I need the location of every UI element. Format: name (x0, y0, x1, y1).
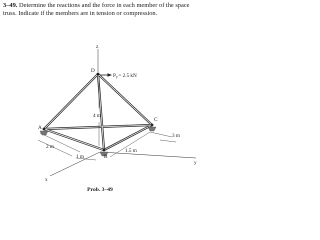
joint-c-label: C (154, 117, 158, 123)
joint-d-dot (97, 73, 100, 76)
truss-members (44, 74, 152, 150)
height-dimension-label: 4 m (93, 113, 101, 119)
support-c (148, 127, 156, 131)
dimension-2m-label: 2 m (46, 144, 54, 150)
figure-caption: Prob. 3–49 (87, 187, 113, 193)
joint-d-label: D (91, 68, 95, 74)
problem-statement (3, 2, 197, 18)
joint-b-dot (103, 149, 106, 152)
support-a (40, 131, 48, 135)
dimension-1-5m-label: 1.5 m (125, 148, 137, 154)
problem-text: Determine the reactions and the force in each member of the space truss. Indicate if the members are in tension or compression. (3, 2, 190, 17)
y-axis-line (100, 152, 196, 158)
y-axis-label: y (194, 160, 197, 166)
joint-a-label: A (38, 125, 42, 131)
joint-c-dot (151, 124, 154, 127)
joint-b-label: B (104, 154, 108, 160)
x-axis-label: x (45, 177, 48, 183)
z-axis-label: z (96, 44, 99, 50)
joint-a-dot (43, 128, 46, 131)
dimension-1m-label: 1 m (76, 154, 84, 160)
coordinate-axes (50, 49, 196, 176)
x-axis-line (50, 152, 100, 176)
space-truss-figure (0, 28, 200, 186)
dimension-3m-label: 3 m (172, 133, 180, 139)
load-label: Py= 2.5 kN (113, 73, 137, 79)
problem-number: 3–49. (3, 2, 18, 9)
